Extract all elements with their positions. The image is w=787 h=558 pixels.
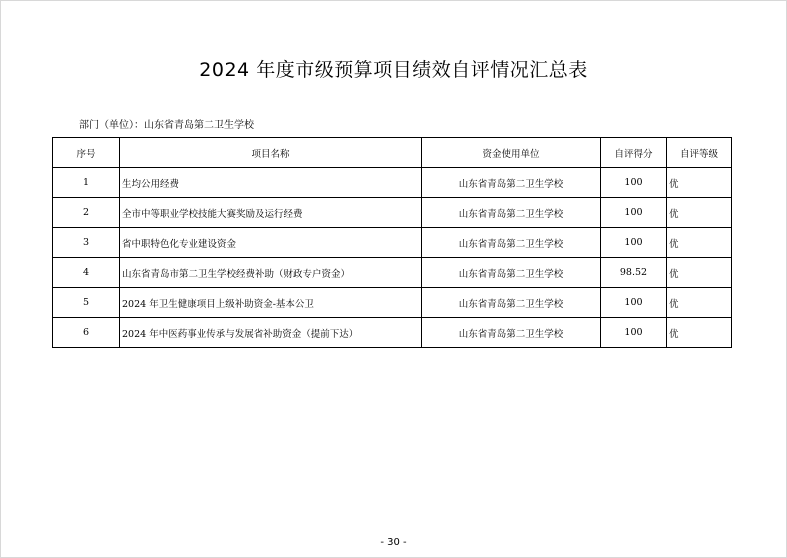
row-grade: 优 — [667, 288, 732, 318]
row-score: 100 — [601, 168, 667, 198]
row-grade: 优 — [667, 168, 732, 198]
table-row — [53, 318, 732, 348]
row-name: 2024 年中医药事业传承与发展省补助资金（提前下达） — [120, 318, 422, 348]
row-score: 98.52 — [601, 258, 667, 288]
row-unit: 山东省青岛第二卫生学校 — [422, 198, 601, 228]
row-no: 1 — [53, 168, 120, 198]
row-no: 3 — [53, 228, 120, 258]
department-line: 部门（单位）：山东省青岛第二卫生学校 — [79, 120, 254, 131]
row-no: 4 — [53, 258, 120, 288]
row-no: 5 — [53, 288, 120, 318]
row-score: 100 — [601, 228, 667, 258]
row-grade: 优 — [667, 258, 732, 288]
row-name: 生均公用经费 — [120, 168, 422, 198]
row-grade: 优 — [667, 228, 732, 258]
table-header-row — [53, 138, 732, 168]
table-row — [53, 288, 732, 318]
row-unit: 山东省青岛第二卫生学校 — [422, 318, 601, 348]
row-unit: 山东省青岛第二卫生学校 — [422, 168, 601, 198]
header-name: 项目名称 — [120, 138, 422, 168]
row-no: 2 — [53, 198, 120, 228]
header-grade: 自评等级 — [667, 138, 732, 168]
row-no: 6 — [53, 318, 120, 348]
table-row — [53, 258, 732, 288]
page-number: - 30 - — [380, 537, 407, 548]
row-unit: 山东省青岛第二卫生学校 — [422, 288, 601, 318]
row-name: 山东省青岛市第二卫生学校经费补助（财政专户资金） — [120, 258, 422, 288]
row-unit: 山东省青岛第二卫生学校 — [422, 258, 601, 288]
row-score: 100 — [601, 288, 667, 318]
document-title: 2024 年度市级预算项目绩效自评情况汇总表 — [199, 59, 588, 81]
row-name: 省中职特色化专业建设资金 — [120, 228, 422, 258]
row-score: 100 — [601, 318, 667, 348]
row-name: 全市中等职业学校技能大赛奖励及运行经费 — [120, 198, 422, 228]
table-row — [53, 198, 732, 228]
row-score: 100 — [601, 198, 667, 228]
header-unit: 资金使用单位 — [422, 138, 601, 168]
row-name: 2024 年卫生健康项目上级补助资金-基本公卫 — [120, 288, 422, 318]
table-row — [53, 228, 732, 258]
header-no: 序号 — [53, 138, 120, 168]
row-grade: 优 — [667, 318, 732, 348]
row-grade: 优 — [667, 198, 732, 228]
table-row — [53, 168, 732, 198]
header-score: 自评得分 — [601, 138, 667, 168]
row-unit: 山东省青岛第二卫生学校 — [422, 228, 601, 258]
summary-table — [52, 137, 732, 348]
